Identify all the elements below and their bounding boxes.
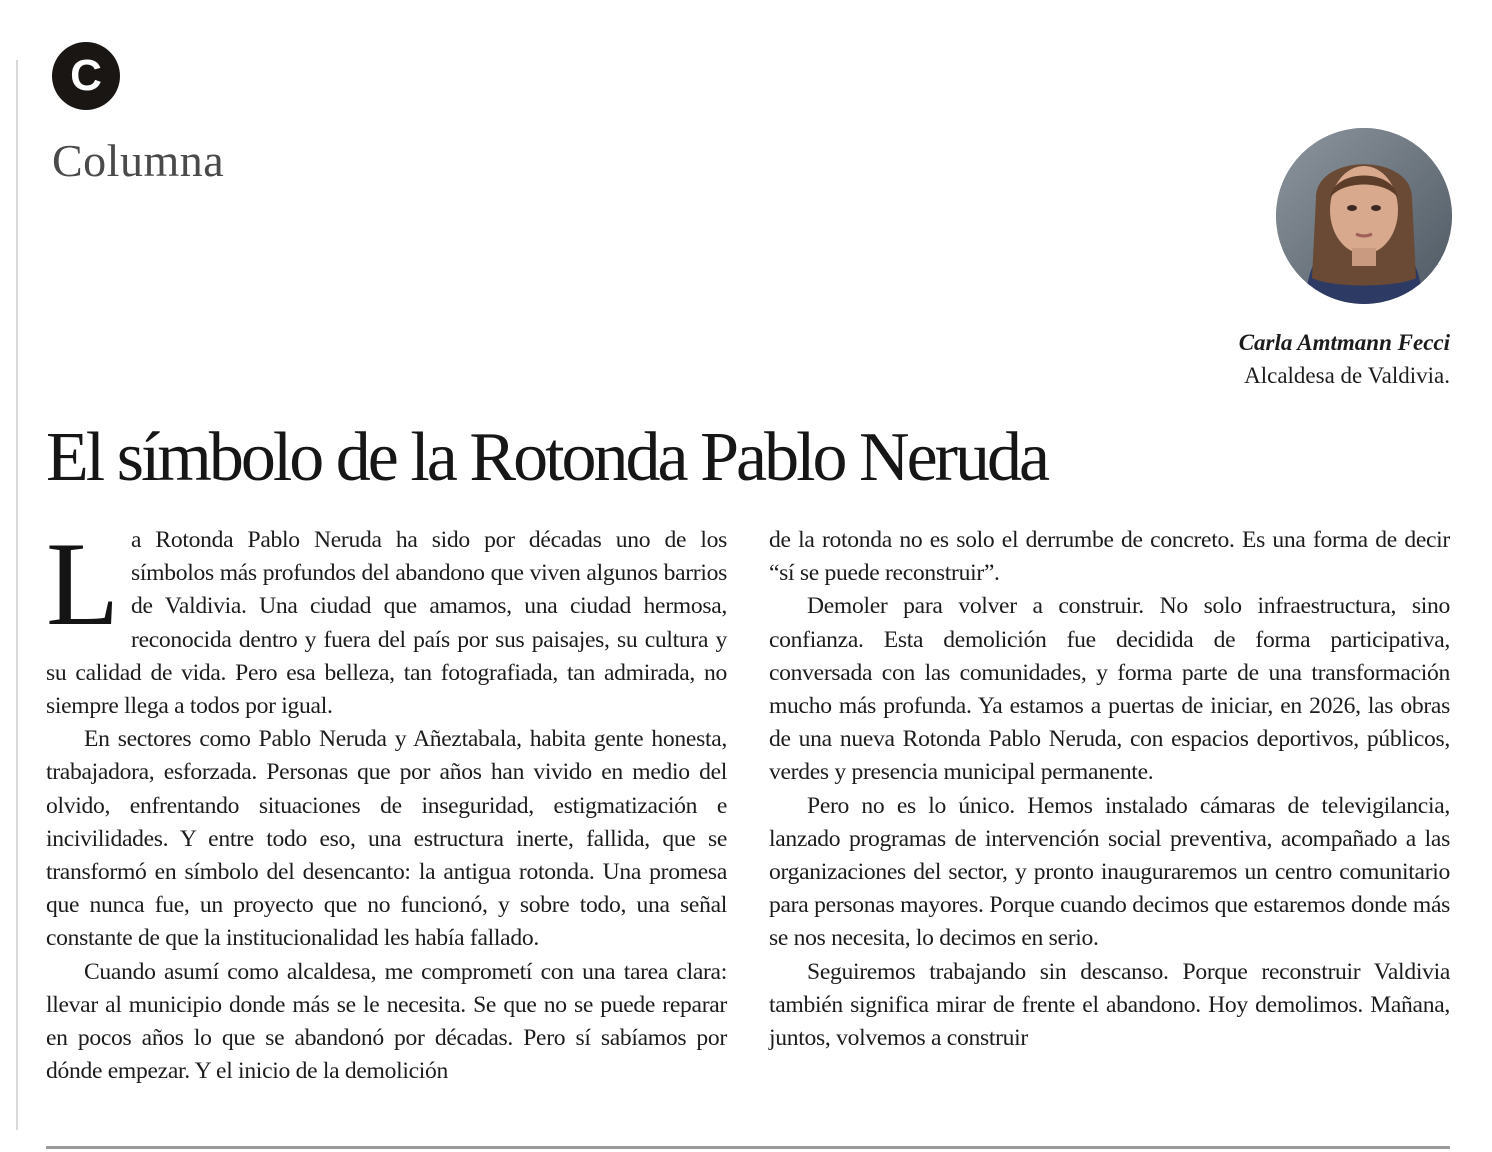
badge-letter: C — [70, 51, 102, 100]
byline — [1239, 326, 1450, 392]
column-badge-icon — [52, 42, 120, 110]
author-photo — [1276, 128, 1452, 304]
section-label: Columna — [52, 135, 225, 186]
headline: El símbolo de la Rotonda Pablo Neruda — [46, 419, 1048, 496]
article-paragraph: Pero no es lo único. Hemos instalado cámaras de televigilancia, lanzado programas de intervención social preventiva, acompañado a las organizaciones del sector, y pronto inauguraremos un centro comunitario para personas mayores. Porque cuando decimos que estaremos donde más se nos necesita, lo decimos en serio. — [769, 792, 1450, 952]
article-body — [46, 517, 1450, 1088]
margin-rule — [16, 60, 18, 1130]
bottom-rule — [46, 1146, 1450, 1149]
article-column-right — [769, 524, 1450, 1088]
author-name: Carla Amtmann Fecci — [1238, 330, 1450, 355]
drop-cap: L — [46, 517, 120, 650]
article-paragraph: Seguiremos trabajando sin descanso. Porque reconstruir Valdivia también significa mirar de frente el abandono. Hoy demolimos. Mañana, juntos, volvemos a construir — [769, 958, 1450, 1052]
article-paragraph: de la rotonda no es solo el derrumbe de concreto. Es una forma de decir “sí se puede reconstruir”. — [769, 527, 1450, 587]
paragraph-text: a Rotonda Pablo Neruda ha sido por décadas uno de los símbolos más profundos del abandono que viven algunos barrios de Valdivia. Una ciudad que amamos, una ciudad hermosa, reconocida dentro y fuera del país por sus paisajes, su cultura y su calidad de vida. Pero esa belleza, tan fotografiada, tan admirada, no siempre llega a todos por igual. — [46, 527, 727, 720]
author-role: Alcaldesa de Valdivia. — [1244, 363, 1450, 388]
article-paragraph: En sectores como Pablo Neruda y Añeztabala, habita gente honesta, trabajadora, esforzada. Personas que por años han vivido en medio del olvido, enfrentando situaciones de inseguridad, estigmatización e incivilidades. Y entre todo eso, una estructura inerte, fallida, que se transformó en símbolo del desencanto: la antigua rotonda. Una promesa que nunca fue, un proyecto que no funcionó, y sobre todo, una señal constante de que la institucionalidad les había fallado. — [46, 726, 727, 952]
author-portrait-image — [1276, 128, 1452, 304]
article-paragraph: Cuando asumí como alcaldesa, me comprometí con una tarea clara: llevar al municipio donde más se le necesita. Se que no se puede reparar en pocos años lo que se abandonó por décadas. Pero sí sabíamos por dónde empezar. Y el inicio de la demolición — [46, 958, 727, 1085]
article-paragraph — [46, 517, 727, 723]
article-column-left — [46, 517, 727, 1088]
article-paragraph: Demoler para volver a construir. No solo infraestructura, sino confianza. Esta demolición fue decidida de forma participativa, conversada con las comunidades, y forma parte de una transformación mucho más profunda. Ya estamos a puertas de iniciar, en 2026, las obras de una nueva Rotonda Pablo Neruda, con espacios deportivos, públicos, verdes y presencia municipal permanente. — [769, 593, 1450, 786]
